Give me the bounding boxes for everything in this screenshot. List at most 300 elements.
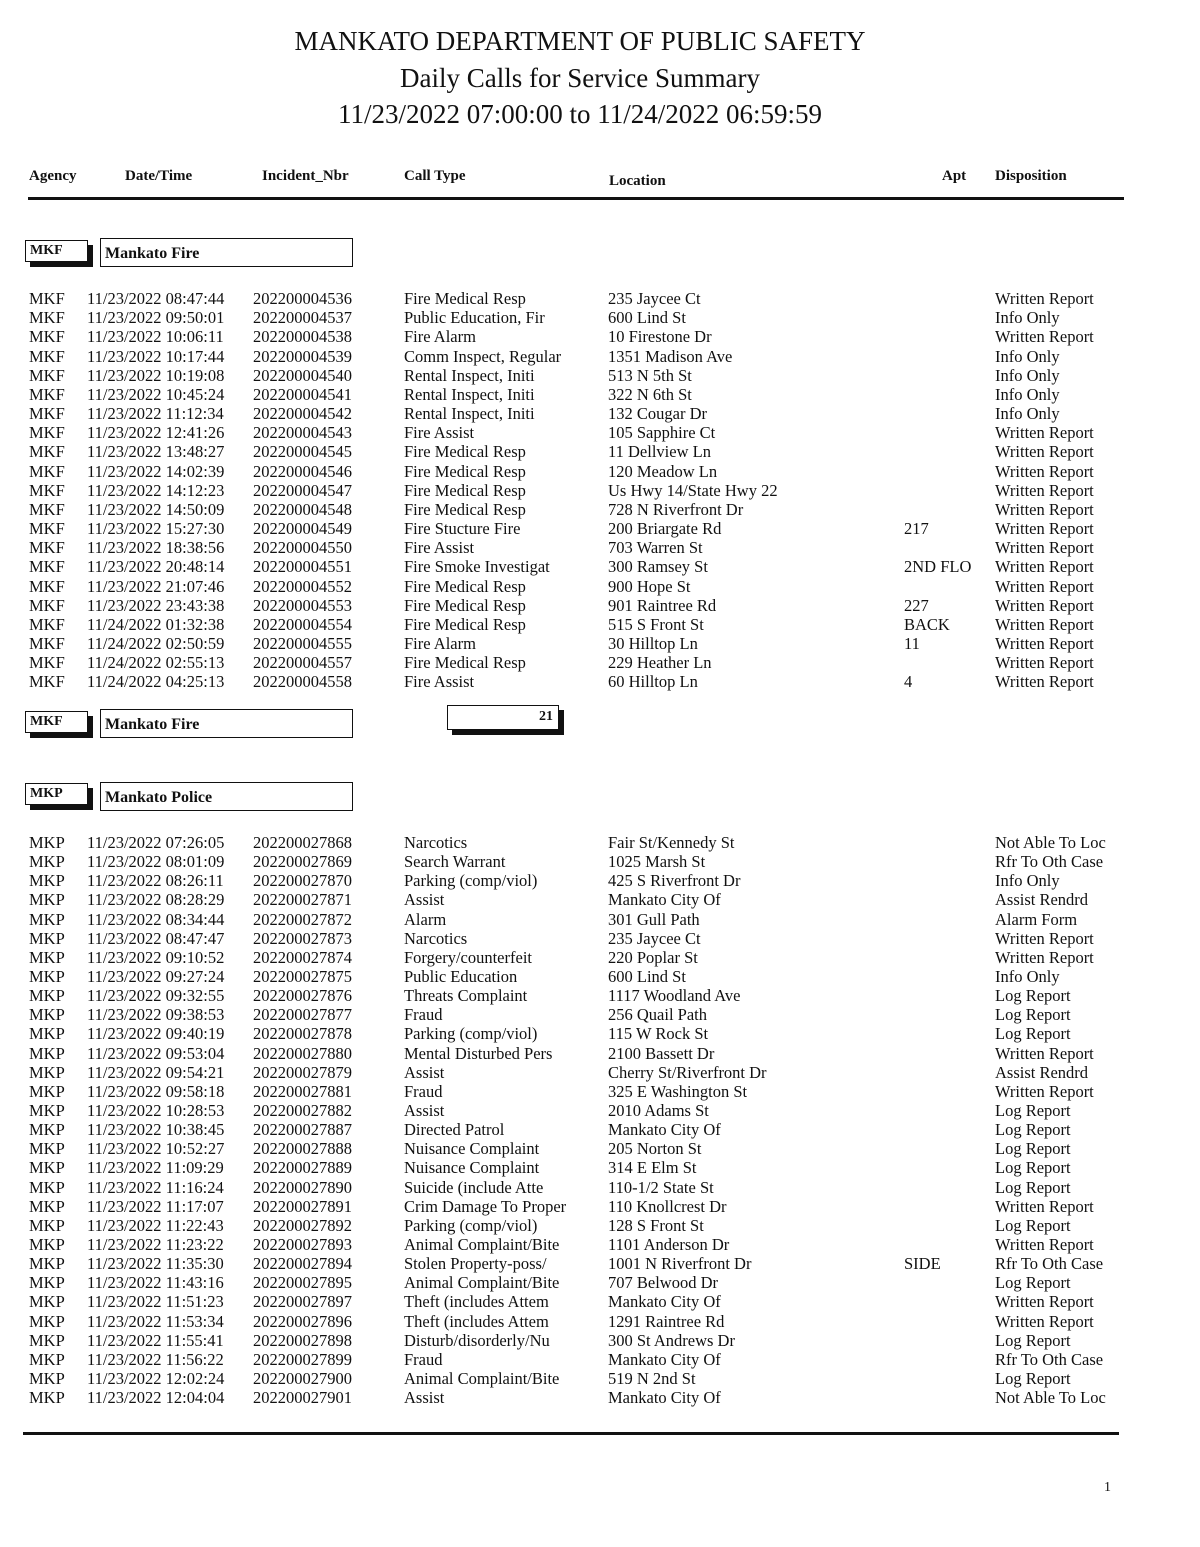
incident-cell: 202200027875 <box>253 966 352 986</box>
fire-section-code: MKF <box>25 240 88 262</box>
location-cell: 300 Ramsey St <box>608 557 708 577</box>
disposition-cell: Log Report <box>995 1100 1071 1120</box>
location-cell: 425 S Riverfront Dr <box>608 871 741 891</box>
incident-cell: 202200004558 <box>253 672 352 692</box>
datetime-cell: 11/23/2022 14:02:39 <box>87 461 225 481</box>
call-type-cell: Assist <box>404 890 445 910</box>
table-row <box>0 1063 1200 1082</box>
location-cell: 132 Cougar Dr <box>608 404 707 424</box>
incident-cell: 202200027895 <box>253 1273 352 1293</box>
agency-cell: MKF <box>29 519 65 539</box>
location-cell: Mankato City Of <box>608 890 721 910</box>
location-cell: 300 St Andrews Dr <box>608 1330 735 1350</box>
table-row <box>0 967 1200 986</box>
report-title: MANKATO DEPARTMENT OF PUBLIC SAFETY <box>294 26 866 56</box>
column-header-incident: Incident_Nbr <box>262 168 349 184</box>
call-type-cell: Mental Disturbed Pers <box>404 1043 553 1063</box>
incident-cell: 202200027868 <box>253 833 352 852</box>
incident-cell: 202200027880 <box>253 1043 352 1063</box>
disposition-cell: Log Report <box>995 1330 1071 1350</box>
location-cell: 115 W Rock St <box>608 1024 709 1044</box>
table-row <box>0 442 1200 461</box>
location-cell: 11 Dellview Ln <box>608 442 711 462</box>
table-row <box>0 1082 1200 1101</box>
table-row <box>0 890 1200 909</box>
incident-cell: 202200004554 <box>253 614 352 634</box>
agency-cell: MKP <box>29 1349 65 1369</box>
agency-cell: MKP <box>29 871 65 891</box>
disposition-cell: Written Report <box>995 1081 1094 1101</box>
call-type-cell: Fire Medical Resp <box>404 595 526 615</box>
datetime-cell: 11/23/2022 18:38:56 <box>87 538 225 558</box>
incident-cell: 202200027890 <box>253 1177 352 1197</box>
datetime-cell: 11/23/2022 09:10:52 <box>87 947 225 967</box>
agency-cell: MKF <box>29 538 65 558</box>
agency-cell: MKP <box>29 1215 65 1235</box>
table-row <box>0 308 1200 327</box>
datetime-cell: 11/23/2022 11:09:29 <box>87 1158 224 1178</box>
table-row <box>0 1178 1200 1197</box>
agency-cell: MKF <box>29 384 65 404</box>
datetime-cell: 11/24/2022 04:25:13 <box>87 672 225 692</box>
agency-cell: MKP <box>29 1368 65 1388</box>
datetime-cell: 11/23/2022 12:41:26 <box>87 423 225 443</box>
call-type-cell: Fire Assist <box>404 423 475 443</box>
table-row <box>0 1273 1200 1292</box>
incident-cell: 202200004557 <box>253 653 352 673</box>
location-cell: 200 Briargate Rd <box>608 519 722 539</box>
datetime-cell: 11/23/2022 09:58:18 <box>87 1081 225 1101</box>
disposition-cell: Written Report <box>995 928 1094 948</box>
incident-cell: 202200004552 <box>253 576 352 596</box>
agency-cell: MKF <box>29 365 65 385</box>
datetime-cell: 11/23/2022 09:32:55 <box>87 986 225 1006</box>
column-header-datetime: Date/Time <box>125 168 193 184</box>
call-type-cell: Nuisance Complaint <box>404 1158 540 1178</box>
disposition-cell: Alarm Form <box>995 909 1078 929</box>
apt-cell: BACK <box>904 614 950 634</box>
incident-cell: 202200027882 <box>253 1100 352 1120</box>
location-cell: 220 Poplar St <box>608 947 698 967</box>
table-row <box>0 1158 1200 1177</box>
disposition-cell: Written Report <box>995 327 1094 347</box>
table-row <box>0 347 1200 366</box>
datetime-cell: 11/24/2022 02:50:59 <box>87 634 225 654</box>
apt-cell: SIDE <box>904 1254 941 1274</box>
agency-cell: MKP <box>29 1120 65 1140</box>
disposition-cell: Log Report <box>995 1139 1071 1159</box>
disposition-cell: Written Report <box>995 442 1094 462</box>
disposition-cell: Written Report <box>995 480 1094 500</box>
call-type-cell: Stolen Property-poss/ <box>404 1254 547 1274</box>
disposition-cell: Written Report <box>995 538 1094 558</box>
disposition-cell: Written Report <box>995 1311 1094 1331</box>
incident-cell: 202200027888 <box>253 1139 352 1159</box>
location-cell: 229 Heather Ln <box>608 653 712 673</box>
location-cell: 519 N 2nd St <box>608 1368 696 1388</box>
incident-cell: 202200027878 <box>253 1024 352 1044</box>
disposition-cell: Written Report <box>995 557 1094 577</box>
disposition-cell: Written Report <box>995 614 1094 634</box>
apt-cell: 217 <box>904 519 929 539</box>
agency-cell: MKP <box>29 852 65 872</box>
agency-cell: MKP <box>29 1158 65 1178</box>
datetime-cell: 11/23/2022 12:04:04 <box>87 1388 225 1408</box>
agency-cell: MKP <box>29 1311 65 1331</box>
table-row <box>0 1369 1200 1388</box>
disposition-cell: Info Only <box>995 365 1060 385</box>
disposition-cell: Info Only <box>995 966 1060 986</box>
datetime-cell: 11/23/2022 11:56:22 <box>87 1349 224 1369</box>
datetime-cell: 11/23/2022 09:38:53 <box>87 1005 225 1025</box>
disposition-cell: Written Report <box>995 499 1094 519</box>
datetime-cell: 11/23/2022 08:47:44 <box>87 289 225 308</box>
disposition-cell: Written Report <box>995 519 1094 539</box>
call-type-cell: Comm Inspect, Regular <box>404 346 562 366</box>
incident-cell: 202200027894 <box>253 1254 352 1274</box>
location-cell: 235 Jaycee Ct <box>608 928 701 948</box>
incident-cell: 202200027877 <box>253 1005 352 1025</box>
agency-cell: MKP <box>29 1273 65 1293</box>
table-row <box>0 1388 1200 1407</box>
table-row <box>0 1254 1200 1273</box>
disposition-cell: Written Report <box>995 947 1094 967</box>
call-type-cell: Fire Assist <box>404 538 475 558</box>
agency-cell: MKF <box>29 308 65 328</box>
disposition-cell: Written Report <box>995 634 1094 654</box>
location-cell: 60 Hilltop Ln <box>608 672 698 692</box>
table-row <box>0 366 1200 385</box>
call-type-cell: Rental Inspect, Initi <box>404 384 535 404</box>
datetime-cell: 11/23/2022 09:53:04 <box>87 1043 225 1063</box>
call-type-cell: Fraud <box>404 1005 443 1025</box>
agency-cell: MKP <box>29 1254 65 1274</box>
incident-cell: 202200027900 <box>253 1368 352 1388</box>
location-cell: 10 Firestone Dr <box>608 327 712 347</box>
agency-cell: MKP <box>29 1234 65 1254</box>
datetime-cell: 11/23/2022 10:45:24 <box>87 384 225 404</box>
disposition-cell: Written Report <box>995 461 1094 481</box>
agency-cell: MKF <box>29 499 65 519</box>
apt-cell: 227 <box>904 595 929 615</box>
table-row <box>0 672 1200 691</box>
datetime-cell: 11/23/2022 23:43:38 <box>87 595 225 615</box>
location-cell: 301 Gull Path <box>608 909 700 929</box>
call-type-cell: Fire Alarm <box>404 327 476 347</box>
disposition-cell: Log Report <box>995 1273 1071 1293</box>
call-type-cell: Assist <box>404 1062 445 1082</box>
disposition-cell: Written Report <box>995 672 1094 692</box>
call-type-cell: Nuisance Complaint <box>404 1139 540 1159</box>
call-type-cell: Rental Inspect, Initi <box>404 365 535 385</box>
disposition-cell: Info Only <box>995 871 1060 891</box>
table-row <box>0 596 1200 615</box>
incident-cell: 202200004549 <box>253 519 352 539</box>
incident-cell: 202200027898 <box>253 1330 352 1350</box>
disposition-cell: Written Report <box>995 653 1094 673</box>
call-type-cell: Fire Assist <box>404 672 475 692</box>
disposition-cell: Not Able To Loc <box>995 833 1106 852</box>
disposition-cell: Written Report <box>995 1043 1094 1063</box>
agency-cell: MKF <box>29 480 65 500</box>
table-row <box>0 986 1200 1005</box>
agency-cell: MKP <box>29 1005 65 1025</box>
location-cell: 901 Raintree Rd <box>608 595 717 615</box>
call-type-cell: Animal Complaint/Bite <box>404 1273 560 1293</box>
call-type-cell: Assist <box>404 1388 445 1408</box>
location-cell: 256 Quail Path <box>608 1005 707 1025</box>
disposition-cell: Assist Rendrd <box>995 1062 1089 1082</box>
incident-cell: 202200004542 <box>253 404 352 424</box>
location-cell: 1001 N Riverfront Dr <box>608 1254 752 1274</box>
location-cell: 120 Meadow Ln <box>608 461 718 481</box>
incident-cell: 202200027870 <box>253 871 352 891</box>
location-cell: 1117 Woodland Ave <box>608 986 741 1006</box>
disposition-cell: Written Report <box>995 289 1094 308</box>
datetime-cell: 11/23/2022 11:35:30 <box>87 1254 224 1274</box>
table-row <box>0 557 1200 576</box>
datetime-cell: 11/23/2022 10:19:08 <box>87 365 225 385</box>
table-row <box>0 1197 1200 1216</box>
table-row <box>0 615 1200 634</box>
datetime-cell: 11/23/2022 14:50:09 <box>87 499 225 519</box>
disposition-cell: Written Report <box>995 1234 1094 1254</box>
call-type-cell: Fire Medical Resp <box>404 442 526 462</box>
agency-cell: MKP <box>29 1330 65 1350</box>
incident-cell: 202200004548 <box>253 499 352 519</box>
agency-cell: MKP <box>29 1081 65 1101</box>
location-cell: 110-1/2 State St <box>608 1177 714 1197</box>
location-cell: Cherry St/Riverfront Dr <box>608 1062 767 1082</box>
datetime-cell: 11/23/2022 20:48:14 <box>87 557 225 577</box>
location-cell: 30 Hilltop Ln <box>608 634 698 654</box>
agency-cell: MKF <box>29 557 65 577</box>
call-type-cell: Animal Complaint/Bite <box>404 1368 560 1388</box>
table-row <box>0 1120 1200 1139</box>
call-type-cell: Crim Damage To Proper <box>404 1196 567 1216</box>
disposition-cell: Log Report <box>995 1215 1071 1235</box>
datetime-cell: 11/23/2022 08:28:29 <box>87 890 225 910</box>
table-row <box>0 1005 1200 1024</box>
agency-cell: MKF <box>29 576 65 596</box>
call-type-cell: Narcotics <box>404 928 468 948</box>
datetime-cell: 11/23/2022 11:17:07 <box>87 1196 224 1216</box>
datetime-cell: 11/23/2022 11:23:22 <box>87 1234 224 1254</box>
table-row <box>0 1312 1200 1331</box>
datetime-cell: 11/23/2022 11:51:23 <box>87 1292 224 1312</box>
incident-cell: 202200004551 <box>253 557 352 577</box>
disposition-cell: Info Only <box>995 346 1060 366</box>
datetime-cell: 11/23/2022 08:47:47 <box>87 928 225 948</box>
location-cell: 1025 Marsh St <box>608 852 706 872</box>
incident-cell: 202200027901 <box>253 1388 352 1408</box>
datetime-cell: 11/23/2022 10:06:11 <box>87 327 224 347</box>
report-date-range: 11/23/2022 07:00:00 to 11/24/2022 06:59:59 <box>337 99 822 129</box>
disposition-cell: Log Report <box>995 1024 1071 1044</box>
location-cell: 515 S Front St <box>608 614 704 634</box>
table-row <box>0 910 1200 929</box>
disposition-cell: Log Report <box>995 1177 1071 1197</box>
disposition-cell: Assist Rendrd <box>995 890 1089 910</box>
table-row <box>0 462 1200 481</box>
fire-section-name: Mankato Fire <box>100 238 353 267</box>
datetime-cell: 11/23/2022 10:38:45 <box>87 1120 225 1140</box>
agency-cell: MKP <box>29 833 65 852</box>
call-type-cell: Fire Medical Resp <box>404 480 526 500</box>
apt-cell: 2ND FLO <box>904 557 972 577</box>
table-row <box>0 519 1200 538</box>
datetime-cell: 11/23/2022 14:12:23 <box>87 480 225 500</box>
datetime-cell: 11/23/2022 10:28:53 <box>87 1100 225 1120</box>
call-type-cell: Animal Complaint/Bite <box>404 1234 560 1254</box>
datetime-cell: 11/23/2022 11:53:34 <box>87 1311 224 1331</box>
call-type-cell: Alarm <box>404 909 447 929</box>
agency-cell: MKF <box>29 634 65 654</box>
incident-cell: 202200004541 <box>253 384 352 404</box>
call-type-cell: Fire Smoke Investigat <box>404 557 550 577</box>
incident-cell: 202200027899 <box>253 1349 352 1369</box>
incident-cell: 202200027892 <box>253 1215 352 1235</box>
incident-cell: 202200004550 <box>253 538 352 558</box>
incident-cell: 202200004546 <box>253 461 352 481</box>
disposition-cell: Info Only <box>995 404 1060 424</box>
incident-cell: 202200004553 <box>253 595 352 615</box>
incident-cell: 202200027881 <box>253 1081 352 1101</box>
call-type-cell: Parking (comp/viol) <box>404 1215 538 1235</box>
call-type-cell: Theft (includes Attem <box>404 1292 549 1312</box>
table-row <box>0 385 1200 404</box>
location-cell: 322 N 6th St <box>608 384 692 404</box>
incident-cell: 202200004538 <box>253 327 352 347</box>
datetime-cell: 11/23/2022 08:26:11 <box>87 871 224 891</box>
datetime-cell: 11/23/2022 07:26:05 <box>87 833 225 852</box>
location-cell: 110 Knollcrest Dr <box>608 1196 727 1216</box>
incident-cell: 202200004547 <box>253 480 352 500</box>
datetime-cell: 11/23/2022 11:22:43 <box>87 1215 224 1235</box>
location-cell: Mankato City Of <box>608 1349 721 1369</box>
call-type-cell: Search Warrant <box>404 852 506 872</box>
call-type-cell: Suicide (include Atte <box>404 1177 544 1197</box>
table-row <box>0 481 1200 500</box>
incident-cell: 202200027896 <box>253 1311 352 1331</box>
agency-cell: MKP <box>29 1177 65 1197</box>
incident-cell: 202200027887 <box>253 1120 352 1140</box>
agency-cell: MKP <box>29 986 65 1006</box>
datetime-cell: 11/23/2022 08:01:09 <box>87 852 225 872</box>
table-row <box>0 833 1200 852</box>
datetime-cell: 11/23/2022 11:55:41 <box>87 1330 224 1350</box>
call-type-cell: Theft (includes Attem <box>404 1311 549 1331</box>
table-row <box>0 634 1200 653</box>
apt-cell: 11 <box>904 634 920 654</box>
datetime-cell: 11/23/2022 09:54:21 <box>87 1062 225 1082</box>
datetime-cell: 11/23/2022 13:48:27 <box>87 442 225 462</box>
location-cell: 1351 Madison Ave <box>608 346 733 366</box>
table-row <box>0 1350 1200 1369</box>
disposition-cell: Written Report <box>995 595 1094 615</box>
call-type-cell: Fire Medical Resp <box>404 614 526 634</box>
call-type-cell: Fire Medical Resp <box>404 653 526 673</box>
call-type-cell: Threats Complaint <box>404 986 528 1006</box>
table-row <box>0 871 1200 890</box>
agency-cell: MKP <box>29 909 65 929</box>
location-cell: 2100 Bassett Dr <box>608 1043 715 1063</box>
call-type-cell: Forgery/counterfeit <box>404 947 532 967</box>
table-row <box>0 852 1200 871</box>
agency-cell: MKF <box>29 404 65 424</box>
call-type-cell: Rental Inspect, Initi <box>404 404 535 424</box>
location-cell: Mankato City Of <box>608 1120 721 1140</box>
table-row <box>0 1292 1200 1311</box>
table-row <box>0 1216 1200 1235</box>
location-cell: Mankato City Of <box>608 1292 721 1312</box>
footer-rule <box>23 1432 1119 1435</box>
incident-cell: 202200004536 <box>253 289 352 308</box>
location-cell: 205 Norton St <box>608 1139 702 1159</box>
call-type-cell: Fire Stucture Fire <box>404 519 521 539</box>
incident-cell: 202200027893 <box>253 1234 352 1254</box>
incident-cell: 202200027869 <box>253 852 352 872</box>
agency-cell: MKP <box>29 1388 65 1408</box>
location-cell: 513 N 5th St <box>608 365 692 385</box>
page-number: 1 <box>1104 1480 1111 1495</box>
agency-cell: MKF <box>29 653 65 673</box>
disposition-cell: Log Report <box>995 1368 1071 1388</box>
table-row <box>0 404 1200 423</box>
agency-cell: MKP <box>29 947 65 967</box>
disposition-cell: Rfr To Oth Case <box>995 1349 1104 1369</box>
call-type-cell: Fire Medical Resp <box>404 499 526 519</box>
disposition-cell: Log Report <box>995 1120 1071 1140</box>
table-row <box>0 1139 1200 1158</box>
agency-cell: MKF <box>29 614 65 634</box>
datetime-cell: 11/24/2022 02:55:13 <box>87 653 225 673</box>
agency-cell: MKP <box>29 928 65 948</box>
datetime-cell: 11/23/2022 11:12:34 <box>87 404 224 424</box>
table-row <box>0 948 1200 967</box>
incident-cell: 202200027897 <box>253 1292 352 1312</box>
call-type-cell: Fraud <box>404 1349 443 1369</box>
table-row <box>0 327 1200 346</box>
datetime-cell: 11/23/2022 11:43:16 <box>87 1273 224 1293</box>
disposition-cell: Info Only <box>995 384 1060 404</box>
agency-cell: MKP <box>29 890 65 910</box>
location-cell: 1291 Raintree Rd <box>608 1311 725 1331</box>
table-row <box>0 577 1200 596</box>
table-row <box>0 538 1200 557</box>
table-row <box>0 1044 1200 1063</box>
incident-cell: 202200004545 <box>253 442 352 462</box>
column-header-disposition: Disposition <box>995 168 1067 184</box>
location-cell: 728 N Riverfront Dr <box>608 499 744 519</box>
agency-cell: MKP <box>29 1062 65 1082</box>
datetime-cell: 11/24/2022 01:32:38 <box>87 614 225 634</box>
police-section-code: MKP <box>25 783 88 805</box>
agency-cell: MKP <box>29 966 65 986</box>
datetime-cell: 11/23/2022 11:16:24 <box>87 1177 224 1197</box>
call-type-cell: Fire Medical Resp <box>404 576 526 596</box>
datetime-cell: 11/23/2022 21:07:46 <box>87 576 225 596</box>
location-cell: 1101 Anderson Dr <box>608 1234 730 1254</box>
call-type-cell: Fire Alarm <box>404 634 476 654</box>
apt-cell: 4 <box>904 672 913 692</box>
incident-cell: 202200027891 <box>253 1196 352 1216</box>
call-type-cell: Assist <box>404 1100 445 1120</box>
disposition-cell: Written Report <box>995 1196 1094 1216</box>
location-cell: Us Hwy 14/State Hwy 22 <box>608 480 778 500</box>
agency-cell: MKP <box>29 1024 65 1044</box>
agency-cell: MKF <box>29 672 65 692</box>
